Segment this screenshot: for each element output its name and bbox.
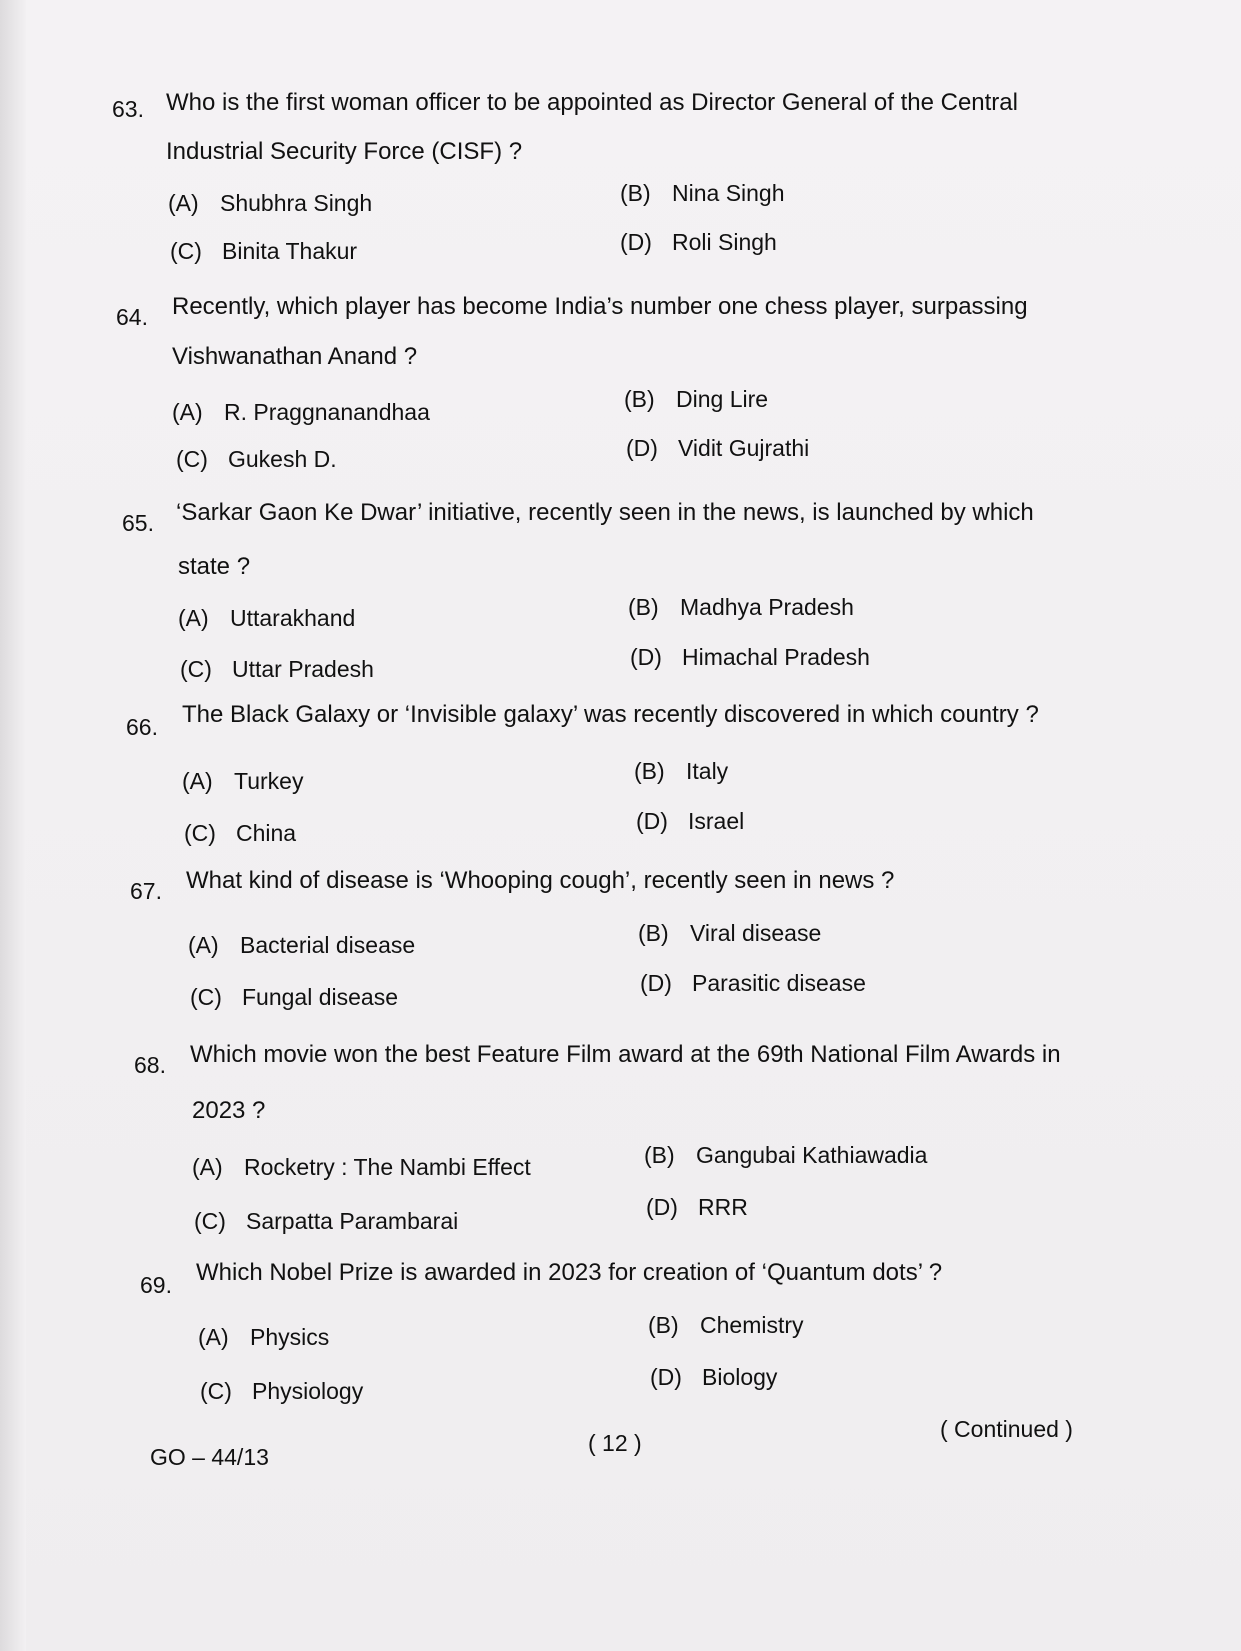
option-b: (B) Viral disease <box>638 920 822 946</box>
question-number: 65. <box>122 510 154 536</box>
question-text: Which movie won the best Feature Film award at the 69th National Film Awards in <box>190 1041 1061 1068</box>
question-number: 64. <box>116 304 148 330</box>
option-c: (C) Binita Thakur <box>170 238 358 264</box>
option-c: (C) Sarpatta Parambarai <box>194 1208 459 1234</box>
option-a: (A) Uttarakhand <box>178 605 356 631</box>
paper-code: GO – 44/13 <box>150 1444 269 1470</box>
question-text-cont: Vishwanathan Anand ? <box>172 343 418 370</box>
question-text: ‘Sarkar Gaon Ke Dwar’ initiative, recently seen in the news, is launched by which <box>176 499 1034 526</box>
option-b: (B) Madhya Pradesh <box>628 594 854 620</box>
question-number: 63. <box>112 96 144 122</box>
question-text: What kind of disease is ‘Whooping cough’, recently seen in news ? <box>186 867 895 894</box>
question-number: 68. <box>134 1052 166 1078</box>
option-c: (C) China <box>184 820 297 846</box>
option-b: (B) Ding Lire <box>624 386 769 412</box>
paper-edge-shadow <box>0 0 26 1651</box>
option-a: (A) Rocketry : The Nambi Effect <box>192 1154 531 1180</box>
question-text-cont: 2023 ? <box>192 1097 266 1124</box>
option-c: (C) Fungal disease <box>190 984 398 1010</box>
option-a: (A) Turkey <box>182 768 304 794</box>
option-d: (D) Himachal Pradesh <box>630 644 870 670</box>
option-c: (C) Physiology <box>200 1378 364 1404</box>
option-d: (D) Vidit Gujrathi <box>626 435 810 461</box>
option-d: (D) Israel <box>636 808 745 834</box>
option-d: (D) Roli Singh <box>620 229 777 255</box>
option-a: (A) Shubhra Singh <box>168 190 373 216</box>
option-d: (D) Parasitic disease <box>640 970 866 996</box>
page-number: ( 12 ) <box>588 1430 642 1456</box>
option-a: (A) Bacterial disease <box>188 932 416 958</box>
question-number: 69. <box>140 1272 172 1298</box>
question-text-cont: state ? <box>178 553 251 580</box>
question-number: 67. <box>130 878 162 904</box>
option-b: (B) Nina Singh <box>620 180 785 206</box>
question-number: 66. <box>126 714 158 740</box>
option-b: (B) Chemistry <box>648 1312 804 1338</box>
option-c: (C) Gukesh D. <box>176 446 337 472</box>
option-b: (B) Gangubai Kathiawadia <box>644 1142 928 1168</box>
option-c: (C) Uttar Pradesh <box>180 656 374 682</box>
question-text: Recently, which player has become India’s number one chess player, surpassing <box>172 293 1028 320</box>
continued-label: ( Continued ) <box>940 1416 1073 1442</box>
option-a: (A) Physics <box>198 1324 330 1350</box>
option-d: (D) Biology <box>650 1364 778 1390</box>
option-a: (A) R. Praggnanandhaa <box>172 399 430 425</box>
option-d: (D) RRR <box>646 1194 748 1220</box>
question-text: Who is the first woman officer to be appointed as Director General of the Central <box>166 89 1018 116</box>
question-text-cont: Industrial Security Force (CISF) ? <box>166 138 523 165</box>
question-text: Which Nobel Prize is awarded in 2023 for creation of ‘Quantum dots’ ? <box>196 1259 943 1286</box>
question-text: The Black Galaxy or ‘Invisible galaxy’ was recently discovered in which country ? <box>182 701 1039 728</box>
option-b: (B) Italy <box>634 758 729 784</box>
